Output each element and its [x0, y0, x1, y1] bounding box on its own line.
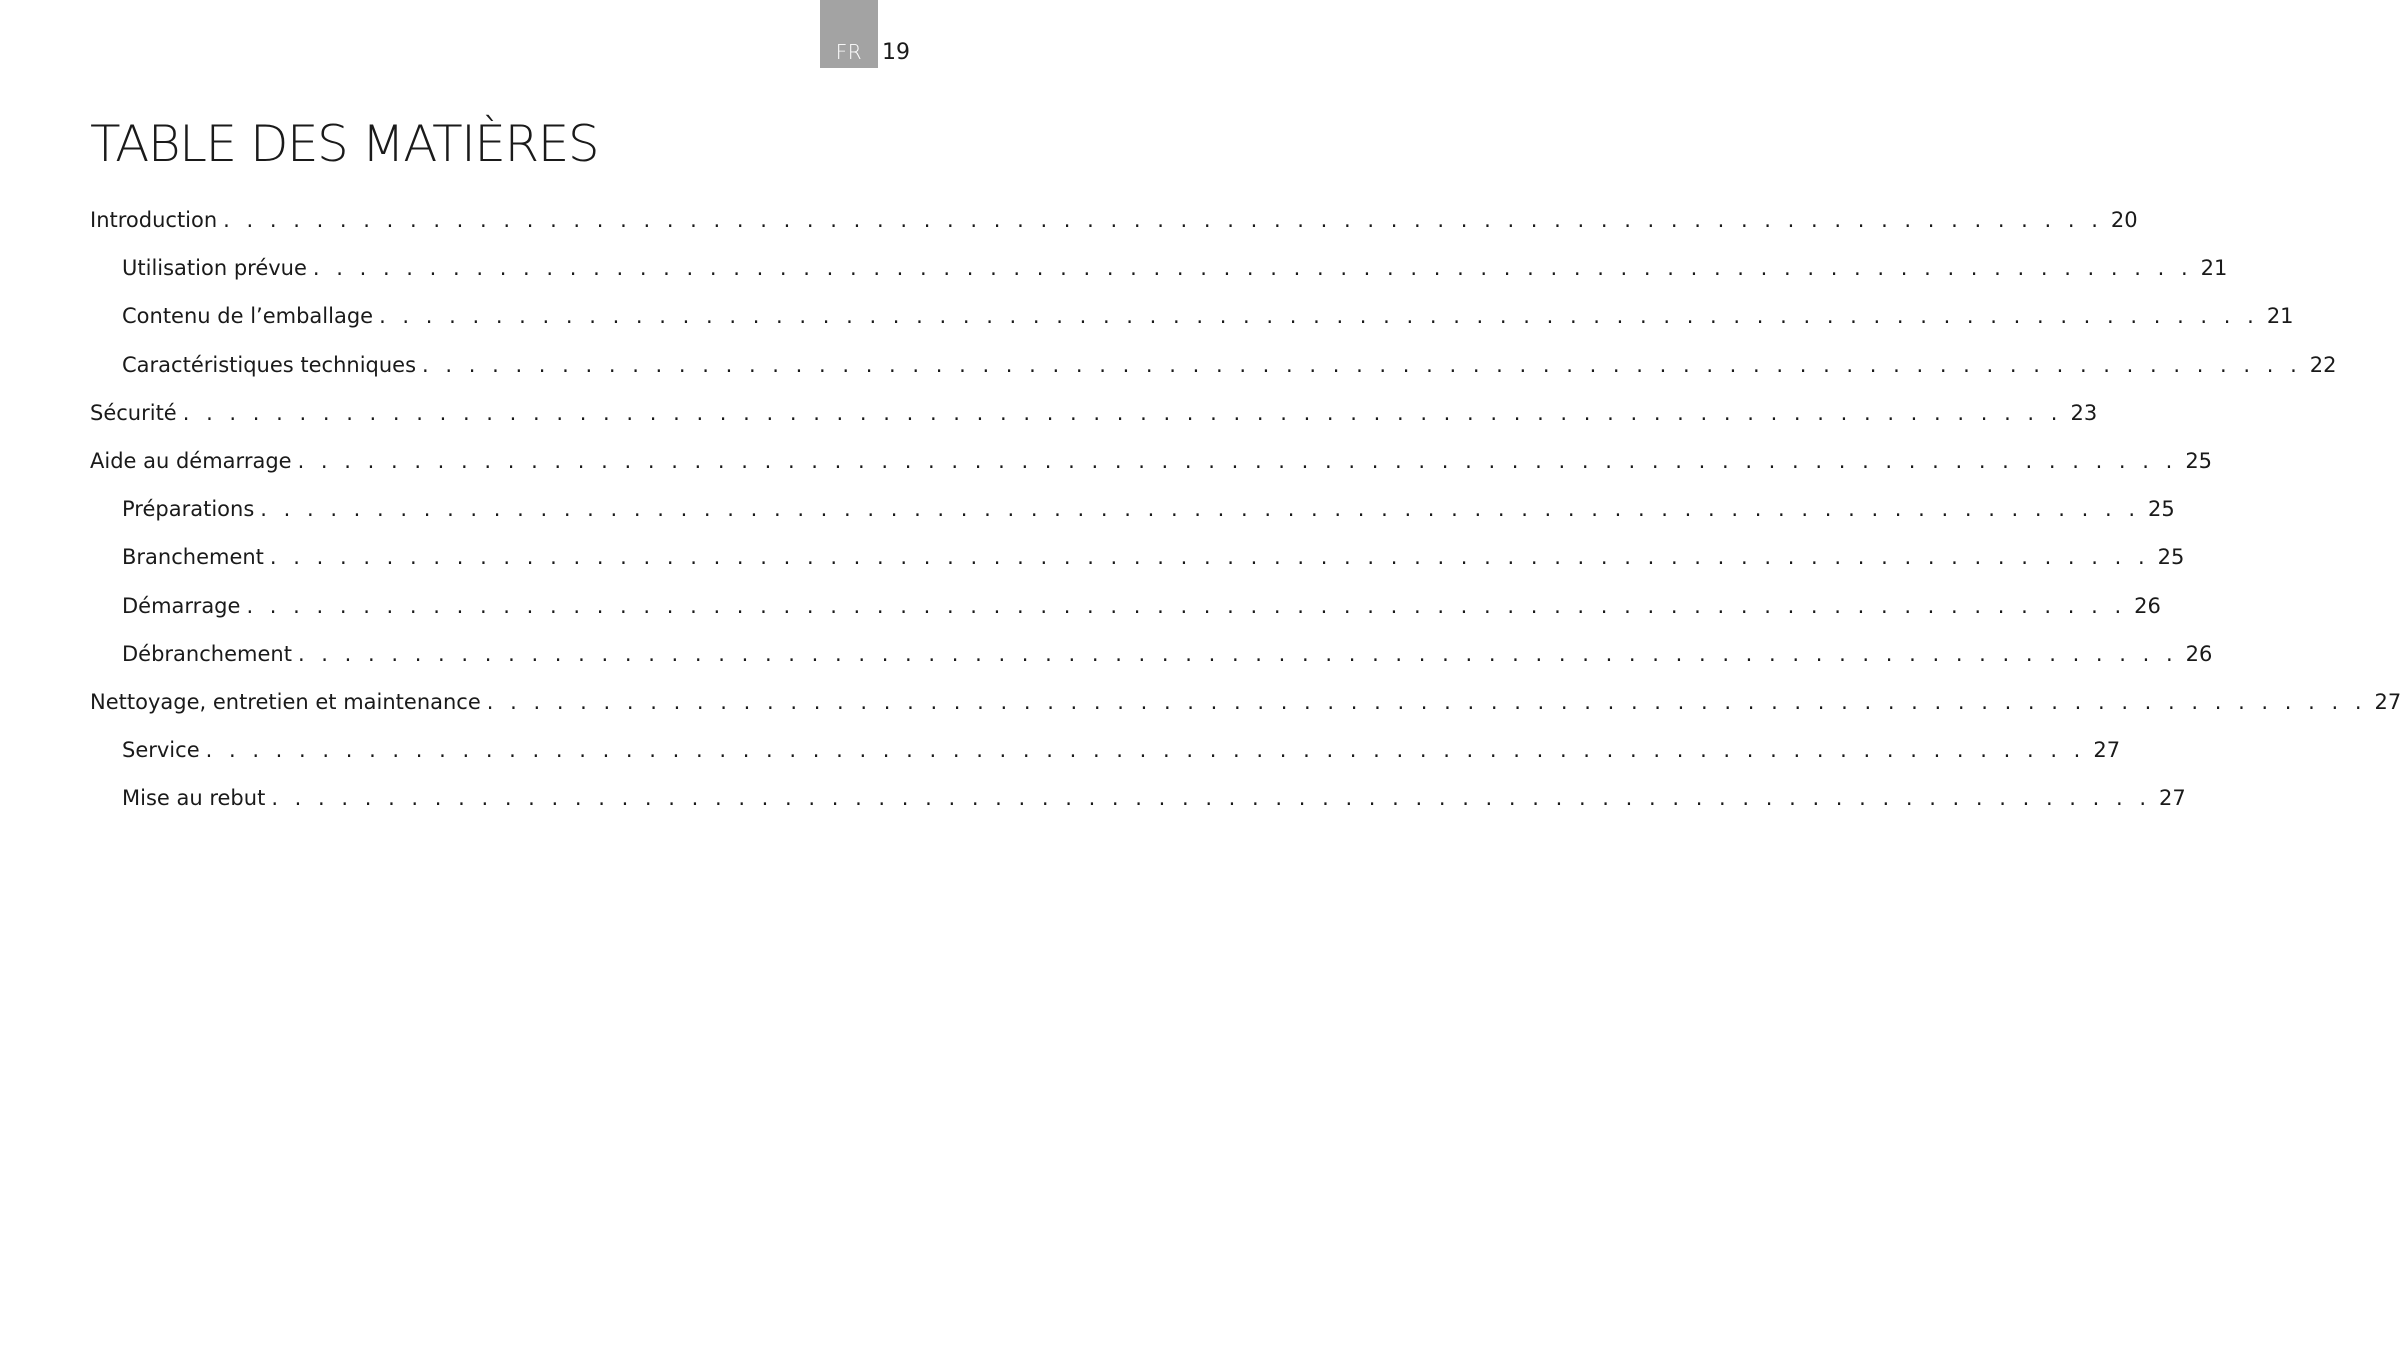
toc-dot-leader: . . . . . . . . . . . . . . . . . . . . . . . . . . . . . . . . . . . . . . . . . . . . . . . . . . . . . . . . . . . . . . . . . . . . . . . . . . . . . . . . . [182, 400, 2063, 425]
toc-entry-page: 27 [2374, 689, 2401, 714]
toc-entry-page: 20 [2110, 208, 2138, 233]
table-of-contents [90, 196, 2401, 822]
toc-entry-label: Contenu de l’emballage [122, 304, 374, 329]
toc-entry-service[interactable] [90, 726, 2121, 774]
toc-entry-mise-au-rebut[interactable] [90, 774, 2186, 822]
toc-entry-utilisation-prevue[interactable] [90, 244, 2228, 292]
page-number: 19 [882, 40, 910, 65]
toc-entry-label: Service [122, 738, 200, 763]
toc-entry-page: 25 [2157, 545, 2185, 570]
toc-entry-branchement[interactable] [90, 533, 2185, 581]
page-title: TABLE DES MATIÈRES [90, 115, 599, 173]
toc-dot-leader: . . . . . . . . . . . . . . . . . . . . . . . . . . . . . . . . . . . . . . . . . . . . . . . . . . . . . . . . . . . . . . . . . . . . . . . . . . . . . . . . . [486, 689, 2367, 714]
toc-dot-leader: . . . . . . . . . . . . . . . . . . . . . . . . . . . . . . . . . . . . . . . . . . . . . . . . . . . . . . . . . . . . . . . . . . . . . . . . . . . . . . . . . [297, 449, 2178, 474]
toc-entry-label: Sécurité [90, 400, 177, 425]
toc-entry-page: 25 [2148, 497, 2175, 522]
toc-entry-introduction[interactable] [90, 196, 2138, 244]
toc-entry-demarrage[interactable] [90, 582, 2161, 630]
toc-entry-page: 22 [2309, 352, 2337, 377]
toc-entry-preparations[interactable] [90, 485, 2175, 533]
toc-entry-page: 27 [2093, 738, 2121, 763]
language-tab [820, 0, 878, 68]
toc-entry-label: Mise au rebut [122, 786, 266, 811]
toc-dot-leader: . . . . . . . . . . . . . . . . . . . . . . . . . . . . . . . . . . . . . . . . . . . . . . . . . . . . . . . . . . . . . . . . . . . . . . . . . . . . . . . . . [422, 352, 2302, 377]
toc-dot-leader: . . . . . . . . . . . . . . . . . . . . . . . . . . . . . . . . . . . . . . . . . . . . . . . . . . . . . . . . . . . . . . . . . . . . . . . . . . . . . . . . . [260, 497, 2140, 522]
toc-entry-caracteristiques-techniques[interactable] [90, 341, 2337, 389]
toc-entry-contenu-emballage[interactable] [90, 292, 2294, 340]
toc-entry-page: 26 [2185, 641, 2213, 666]
toc-dot-leader: . . . . . . . . . . . . . . . . . . . . . . . . . . . . . . . . . . . . . . . . . . . . . . . . . . . . . . . . . . . . . . . . . . . . . . . . . . . . . . . . . [205, 738, 2086, 763]
toc-dot-leader: . . . . . . . . . . . . . . . . . . . . . . . . . . . . . . . . . . . . . . . . . . . . . . . . . . . . . . . . . . . . . . . . . . . . . . . . . . . . . . . . . [271, 786, 2152, 811]
toc-entry-page: 23 [2070, 400, 2098, 425]
toc-entry-label: Caractéristiques techniques [122, 352, 417, 377]
toc-dot-leader: . . . . . . . . . . . . . . . . . . . . . . . . . . . . . . . . . . . . . . . . . . . . . . . . . . . . . . . . . . . . . . . . . . . . . . . . . . . . . . . . . [269, 545, 2150, 570]
toc-entry-page: 25 [2185, 449, 2213, 474]
toc-dot-leader: . . . . . . . . . . . . . . . . . . . . . . . . . . . . . . . . . . . . . . . . . . . . . . . . . . . . . . . . . . . . . . . . . . . . . . . . . . . . . . . . . [379, 304, 2259, 329]
toc-entry-securite[interactable] [90, 389, 2098, 437]
toc-entry-label: Préparations [122, 497, 255, 522]
toc-entry-label: Utilisation prévue [122, 256, 307, 281]
toc-entry-page: 21 [2200, 256, 2228, 281]
toc-entry-debranchement[interactable] [90, 630, 2213, 678]
toc-entry-page: 27 [2159, 786, 2186, 811]
toc-entry-label: Branchement [122, 545, 264, 570]
toc-dot-leader: . . . . . . . . . . . . . . . . . . . . . . . . . . . . . . . . . . . . . . . . . . . . . . . . . . . . . . . . . . . . . . . . . . . . . . . . . . . . . . . . . [297, 641, 2178, 666]
toc-entry-page: 26 [2134, 593, 2161, 618]
toc-dot-leader: . . . . . . . . . . . . . . . . . . . . . . . . . . . . . . . . . . . . . . . . . . . . . . . . . . . . . . . . . . . . . . . . . . . . . . . . . . . . . . . . . [223, 208, 2103, 233]
toc-entry-nettoyage-entretien-maintenance[interactable] [90, 678, 2401, 726]
toc-dot-leader: . . . . . . . . . . . . . . . . . . . . . . . . . . . . . . . . . . . . . . . . . . . . . . . . . . . . . . . . . . . . . . . . . . . . . . . . . . . . . . . . . [246, 593, 2127, 618]
language-code: FR [835, 40, 863, 64]
toc-entry-page: 21 [2266, 304, 2294, 329]
toc-entry-label: Démarrage [122, 593, 241, 618]
toc-entry-label: Nettoyage, entretien et maintenance [90, 689, 481, 714]
toc-dot-leader: . . . . . . . . . . . . . . . . . . . . . . . . . . . . . . . . . . . . . . . . . . . . . . . . . . . . . . . . . . . . . . . . . . . . . . . . . . . . . . . . . [312, 256, 2193, 281]
toc-entry-label: Introduction [90, 208, 218, 233]
toc-entry-label: Aide au démarrage [90, 449, 292, 474]
toc-entry-aide-au-demarrage[interactable] [90, 437, 2213, 485]
toc-entry-label: Débranchement [122, 641, 292, 666]
